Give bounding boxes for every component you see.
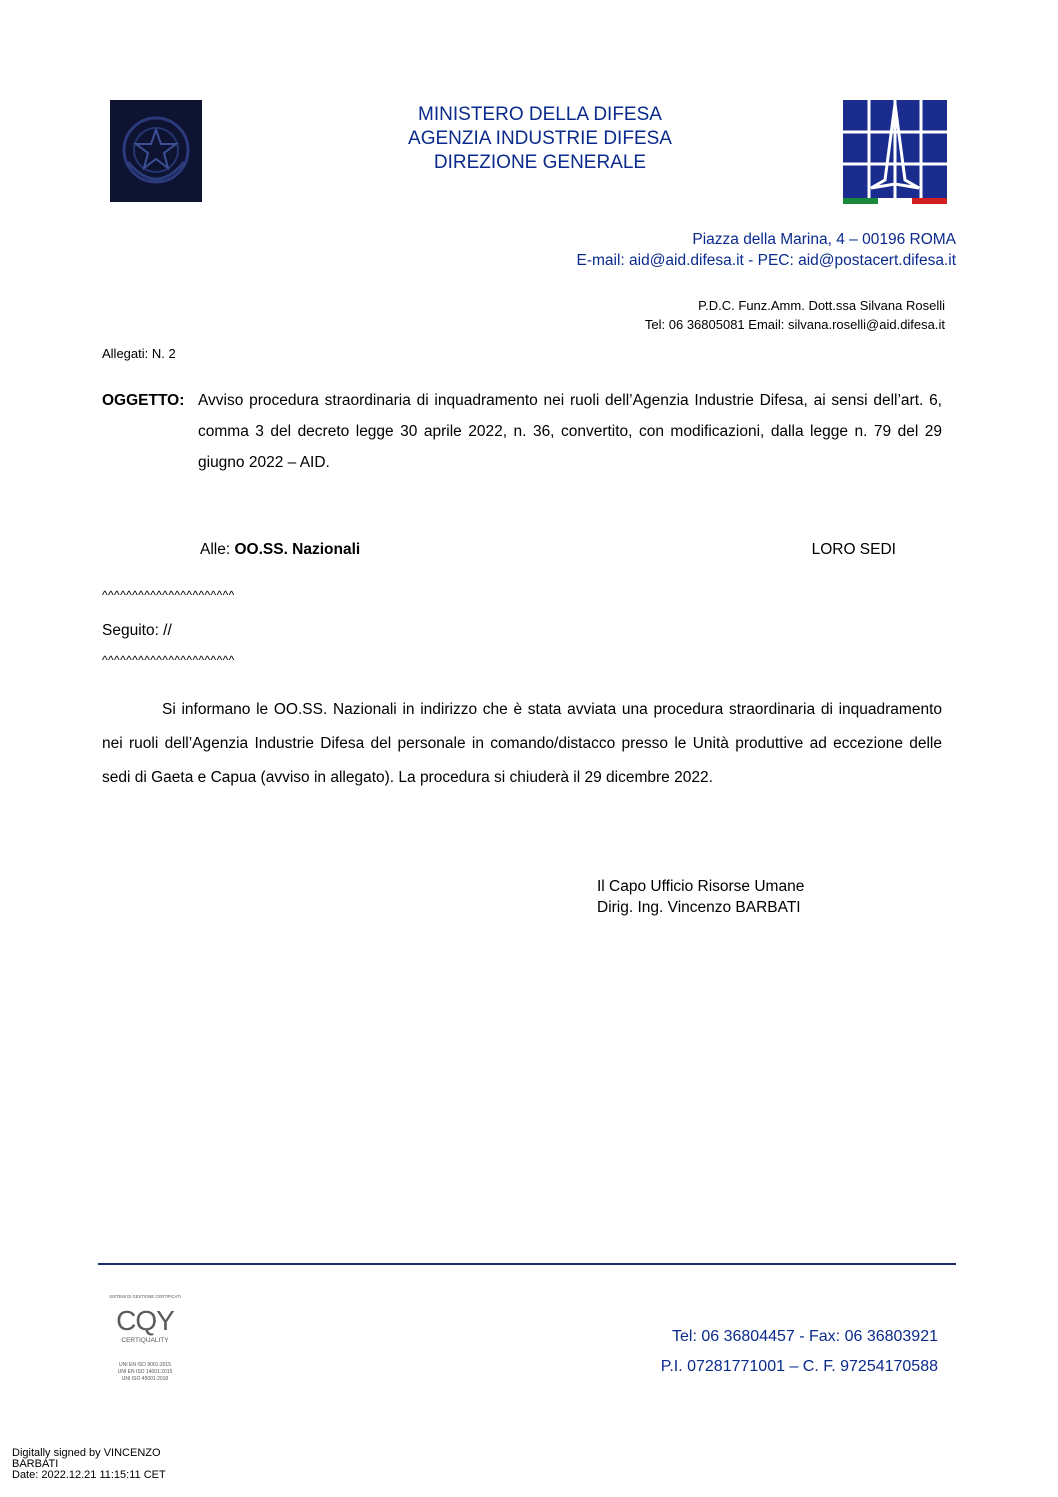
footer-divider bbox=[98, 1263, 956, 1265]
separator-bottom: ^^^^^^^^^^^^^^^^^^^^^^ bbox=[102, 653, 235, 667]
footer-fiscal-codes: P.I. 07281771001 – C. F. 97254170588 bbox=[660, 1358, 938, 1375]
footer-contacts bbox=[661, 1322, 938, 1382]
cert-standard-3: UNI ISO 45001:2018 bbox=[121, 1376, 169, 1382]
republic-emblem-logo bbox=[110, 100, 202, 202]
attachments-count: Allegati: N. 2 bbox=[102, 346, 176, 361]
separator-top: ^^^^^^^^^^^^^^^^^^^^^^ bbox=[102, 588, 235, 602]
pdc-name: P.D.C. Funz.Amm. Dott.ssa Silvana Roselli bbox=[698, 298, 945, 313]
cert-sub: CERTIQUALITY bbox=[121, 1337, 169, 1344]
email-line: E-mail: aid@aid.difesa.it - PEC: aid@postacert.difesa.it bbox=[576, 252, 956, 269]
aid-logo bbox=[843, 100, 947, 204]
signature-block bbox=[597, 876, 804, 918]
digsig-line-1: Digitally signed by VINCENZO bbox=[12, 1447, 161, 1459]
seguito-line: Seguito: // bbox=[102, 622, 172, 639]
subject-text: Avviso procedura straordinaria di inquadramento nei ruoli dell’Agenzia Industrie Difesa, ai sensi dell’art. 6, comma 3 del decreto legge 30 aprile 2022, n. 36, convertito, con modificazioni, dalla legge n. 79 del 29 giugno 2022 – AID. bbox=[198, 392, 942, 471]
footer-phone-fax: Tel: 06 36804457 - Fax: 06 36803921 bbox=[672, 1328, 938, 1345]
header-line-1: MINISTERO DELLA DIFESA bbox=[418, 104, 662, 125]
recipients-prefix: Alle: bbox=[200, 541, 235, 558]
address-line: Piazza della Marina, 4 – 00196 ROMA bbox=[692, 231, 956, 248]
cert-standard-1: UNI EN ISO 9001:2015 bbox=[119, 1362, 171, 1368]
recipients-row bbox=[200, 541, 896, 559]
agency-address bbox=[576, 229, 956, 271]
digsig-line-2: BARBATI bbox=[12, 1458, 59, 1470]
signer-name: Dirig. Ing. Vincenzo BARBATI bbox=[597, 899, 801, 916]
certiquality-logo bbox=[105, 1292, 185, 1384]
cert-standard-2: UNI EN ISO 14001:2015 bbox=[117, 1369, 173, 1375]
letter-body: Si informano le OO.SS. Nazionali in indirizzo che è stata avviata una procedura straordinaria di inquadramento nei ruoli dell’Agenzia Industrie Difesa del personale in comando/distacco presso le Unità produttive ad eccezione delle sedi di Gaeta e Capua (avviso in allegato). La procedura si chiuderà il 29 dicembre 2022. bbox=[102, 701, 942, 786]
digital-signature-stamp bbox=[12, 1448, 166, 1481]
subject-block bbox=[102, 385, 942, 478]
header-line-3: DIREZIONE GENERALE bbox=[433, 152, 647, 173]
digsig-line-3: Date: 2022.12.21 11:15:11 CET bbox=[12, 1469, 166, 1481]
header-title bbox=[330, 103, 750, 175]
subject-label: OGGETTO: bbox=[102, 392, 185, 409]
cert-brand: CQY bbox=[116, 1305, 174, 1336]
point-of-contact bbox=[645, 296, 945, 334]
cert-top-text: SISTEMI DI GESTIONE CERTIFICATI bbox=[109, 1294, 181, 1299]
recipients-name: OO.SS. Nazionali bbox=[234, 541, 361, 558]
pdc-contacts: Tel: 06 36805081 Email: silvana.roselli@aid.difesa.it bbox=[644, 317, 945, 332]
recipients-location: LORO SEDI bbox=[811, 541, 896, 558]
header-line-2: AGENZIA INDUSTRIE DIFESA bbox=[408, 128, 672, 149]
signer-role: Il Capo Ufficio Risorse Umane bbox=[597, 878, 805, 895]
